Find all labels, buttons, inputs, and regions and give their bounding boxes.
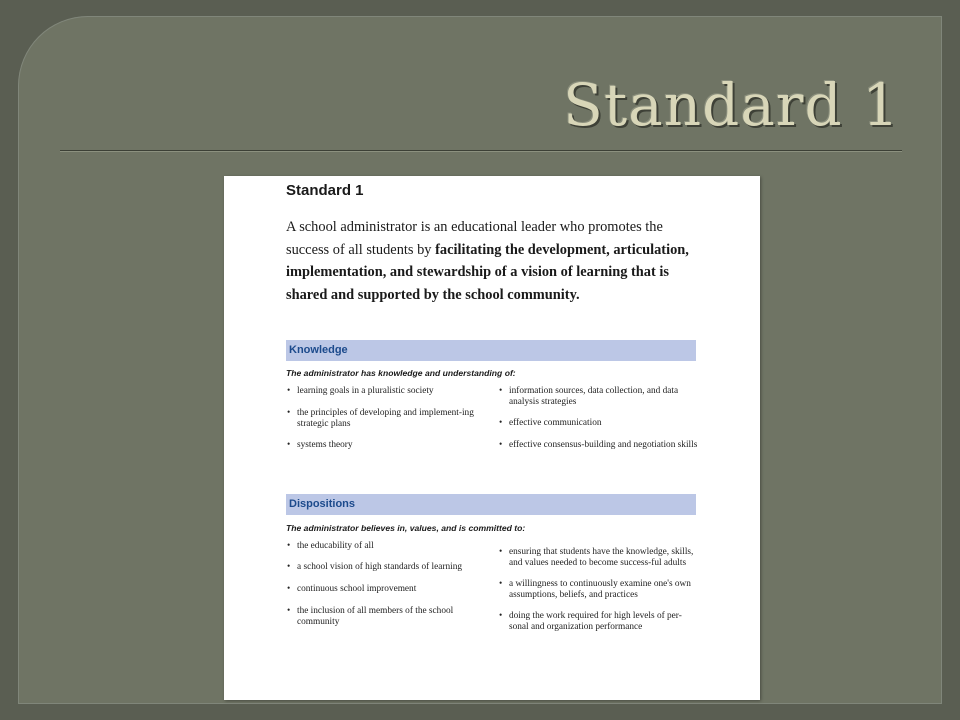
list-item: • a school vision of high standards of learning — [286, 562, 486, 573]
document-image — [224, 176, 760, 700]
title-divider — [60, 150, 902, 151]
list-item: • the educability of all — [286, 541, 486, 552]
list-item: • effective communication — [498, 418, 698, 429]
knowledge-lead: The administrator has knowledge and understanding of: — [286, 368, 516, 378]
list-item: • systems theory — [286, 440, 486, 451]
statement-bold: facilitating the development, articulation, implementation, and stewardship of a vision of learning that is shared and supported by the school community. — [286, 241, 689, 303]
knowledge-header: Knowledge — [286, 340, 696, 361]
list-item: • continuous school improvement — [286, 584, 486, 595]
document-heading: Standard 1 — [286, 182, 364, 199]
knowledge-list-left — [286, 386, 486, 451]
list-item: • the principles of developing and implement-ing strategic plans — [286, 408, 486, 430]
dispositions-header: Dispositions — [286, 494, 696, 515]
dispositions-list-right — [498, 547, 698, 633]
list-item: • information sources, data collection, and data analysis strategies — [498, 386, 698, 408]
document-content — [286, 182, 698, 632]
list-item: • doing the work required for high levels of per-sonal and organization performance — [498, 611, 698, 633]
list-item: • effective consensus-building and negotiation skills — [498, 440, 698, 451]
standard-statement — [286, 216, 696, 306]
dispositions-lead: The administrator believes in, values, and is committed to: — [286, 523, 526, 533]
list-item: • ensuring that students have the knowledge, skills, and values needed to become success-ful adults — [498, 547, 698, 569]
slide-title: Standard 1 — [563, 71, 900, 139]
list-item: • the inclusion of all members of the school community — [286, 606, 486, 628]
knowledge-list-right — [498, 386, 698, 451]
list-item: • a willingness to continuously examine one's own assumptions, beliefs, and practices — [498, 579, 698, 601]
statement-plain: A school administrator is an educational leader who promotes the success of all students by — [286, 219, 663, 258]
list-item: • learning goals in a pluralistic society — [286, 386, 486, 397]
dispositions-list-left — [286, 541, 486, 628]
